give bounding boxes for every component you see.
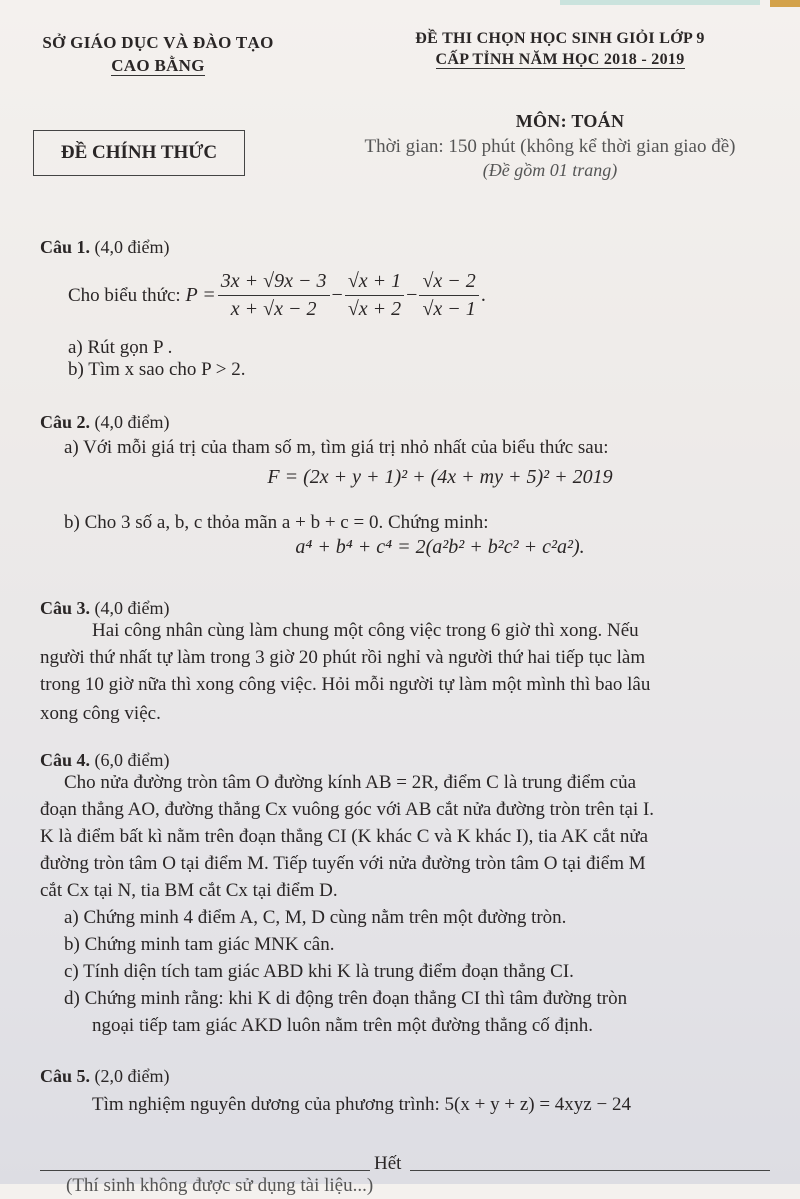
question-1-heading bbox=[40, 237, 170, 258]
question-5-text: Tìm nghiệm nguyên dương của phương trình: 5(x + y + z) = 4xyz − 24 bbox=[92, 1094, 631, 1115]
question-2-heading bbox=[40, 412, 170, 433]
question-1-title: Câu 1. bbox=[40, 237, 91, 257]
question-4-part-d-cont: ngoại tiếp tam giác AKD luôn nằm trên một đường thẳng cố định. bbox=[92, 1015, 594, 1036]
question-4-part-b: b) Chứng minh tam giác MNK cân. bbox=[64, 934, 335, 955]
fraction-1-denominator: x + √x − 2 bbox=[230, 298, 317, 320]
end-marker: Hết bbox=[374, 1153, 402, 1174]
footer-note-cropped: (Thí sinh không được sử dụng tài liệu...) bbox=[66, 1175, 374, 1196]
official-badge: ĐỀ CHÍNH THỨC bbox=[33, 130, 245, 176]
province-label: CAO BẰNG bbox=[111, 56, 205, 75]
exam-year bbox=[400, 51, 720, 69]
fraction-2-denominator: √x + 2 bbox=[347, 298, 402, 320]
question-1-points: (4,0 điểm) bbox=[94, 237, 170, 257]
fraction-2 bbox=[345, 268, 404, 323]
footer-divider-right bbox=[410, 1170, 770, 1171]
fraction-1-numerator: 3x + √9x − 3 bbox=[218, 268, 330, 296]
question-1-part-a: a) Rút gọn P . bbox=[68, 337, 173, 358]
question-4-line-4: đường tròn tâm O tại điểm M. Tiếp tuyến với nửa đường tròn tâm O tại điểm M bbox=[40, 853, 646, 874]
exam-time: Thời gian: 150 phút (không kể thời gian giao đề) bbox=[364, 136, 736, 157]
fraction-1 bbox=[218, 268, 330, 323]
question-5-points: (2,0 điểm) bbox=[94, 1066, 170, 1086]
fraction-2-numerator: √x + 1 bbox=[345, 268, 404, 296]
question-5-title: Câu 5. bbox=[40, 1066, 91, 1086]
question-2-formula-a: F = (2x + y + 1)² + (4x + my + 5)² + 2019 bbox=[267, 466, 613, 488]
question-2-part-b: b) Cho 3 số a, b, c thỏa mãn a + b + c = 0. Chứng minh: bbox=[64, 512, 489, 533]
question-1-expression: Cho biểu thức: P = $\frac{3x + √9x - 3}{x + √x - 2}$ − $\frac{√x + 1}{√x + 2}$ − $\frac{√x - 2}{√x - 1}$ . bbox=[68, 268, 486, 323]
question-4-part-d: d) Chứng minh rằng: khi K di động trên đoạn thẳng CI thì tâm đường tròn bbox=[64, 988, 628, 1009]
photo-edge-object bbox=[770, 0, 800, 7]
fraction-3-denominator: √x − 1 bbox=[422, 298, 476, 320]
question-4-line-1: Cho nửa đường tròn tâm O đường kính AB = 2R, điểm C là trung điểm của bbox=[64, 772, 637, 793]
question-4-line-5: cắt Cx tại N, tia BM cắt Cx tại điểm D. bbox=[40, 880, 338, 901]
fraction-3-numerator: √x − 2 bbox=[419, 268, 478, 296]
question-4-line-3: K là điểm bất kì nằm trên đoạn thẳng CI (K khác C và K khác I), tia AK cắt nửa bbox=[40, 826, 649, 847]
photo-edge-strip bbox=[560, 0, 760, 5]
question-4-title: Câu 4. bbox=[40, 750, 91, 770]
question-3-heading bbox=[40, 598, 170, 619]
province-name bbox=[108, 56, 208, 76]
question-2-title: Câu 2. bbox=[40, 412, 91, 432]
question-3-line-2: người thứ nhất tự làm trong 3 giờ 20 phút rồi nghỉ và người thứ hai tiếp tục làm bbox=[40, 647, 646, 668]
department-name: SỞ GIÁO DỤC VÀ ĐÀO TẠO bbox=[42, 33, 274, 52]
question-3-title: Câu 3. bbox=[40, 598, 91, 618]
question-5-heading bbox=[40, 1066, 170, 1087]
p-lhs: P = bbox=[185, 284, 216, 306]
question-1-part-b: b) Tìm x sao cho P > 2. bbox=[68, 359, 246, 380]
question-1-intro: Cho biểu thức: bbox=[68, 285, 181, 306]
subject: MÔN: TOÁN bbox=[515, 111, 625, 131]
question-4-line-2: đoạn thẳng AO, đường thẳng Cx vuông góc với AB cắt nửa đường tròn trên tại I. bbox=[40, 799, 655, 820]
question-4-part-a: a) Chứng minh 4 điểm A, C, M, D cùng nằm trên một đường tròn. bbox=[64, 907, 567, 928]
exam-year-label: CẤP TỈNH NĂM HỌC 2018 - 2019 bbox=[435, 51, 685, 68]
question-4-heading bbox=[40, 750, 170, 771]
fraction-3 bbox=[419, 268, 478, 323]
question-2-points: (4,0 điểm) bbox=[94, 412, 170, 432]
question-4-part-c: c) Tính diện tích tam giác ABD khi K là trung điểm đoạn thẳng CI. bbox=[64, 961, 574, 982]
question-3-line-3: trong 10 giờ nữa thì xong công việc. Hỏi mỗi người tự làm một mình thì bao lâu bbox=[40, 674, 651, 695]
page-count: (Đề gồm 01 trang) bbox=[482, 160, 618, 180]
question-4-points: (6,0 điểm) bbox=[94, 750, 170, 770]
exam-title: ĐỀ THI CHỌN HỌC SINH GIỎI LỚP 9 bbox=[415, 30, 705, 47]
question-3-line-1: Hai công nhân cùng làm chung một công việc trong 6 giờ thì xong. Nếu bbox=[92, 620, 639, 641]
footer-divider-left bbox=[40, 1170, 370, 1171]
question-3-line-4: xong công việc. bbox=[40, 703, 161, 724]
question-3-points: (4,0 điểm) bbox=[94, 598, 170, 618]
question-2-part-a: a) Với mỗi giá trị của tham số m, tìm giá trị nhỏ nhất của biểu thức sau: bbox=[64, 437, 609, 458]
question-2-formula-b: a⁴ + b⁴ + c⁴ = 2(a²b² + b²c² + c²a²). bbox=[295, 536, 585, 558]
